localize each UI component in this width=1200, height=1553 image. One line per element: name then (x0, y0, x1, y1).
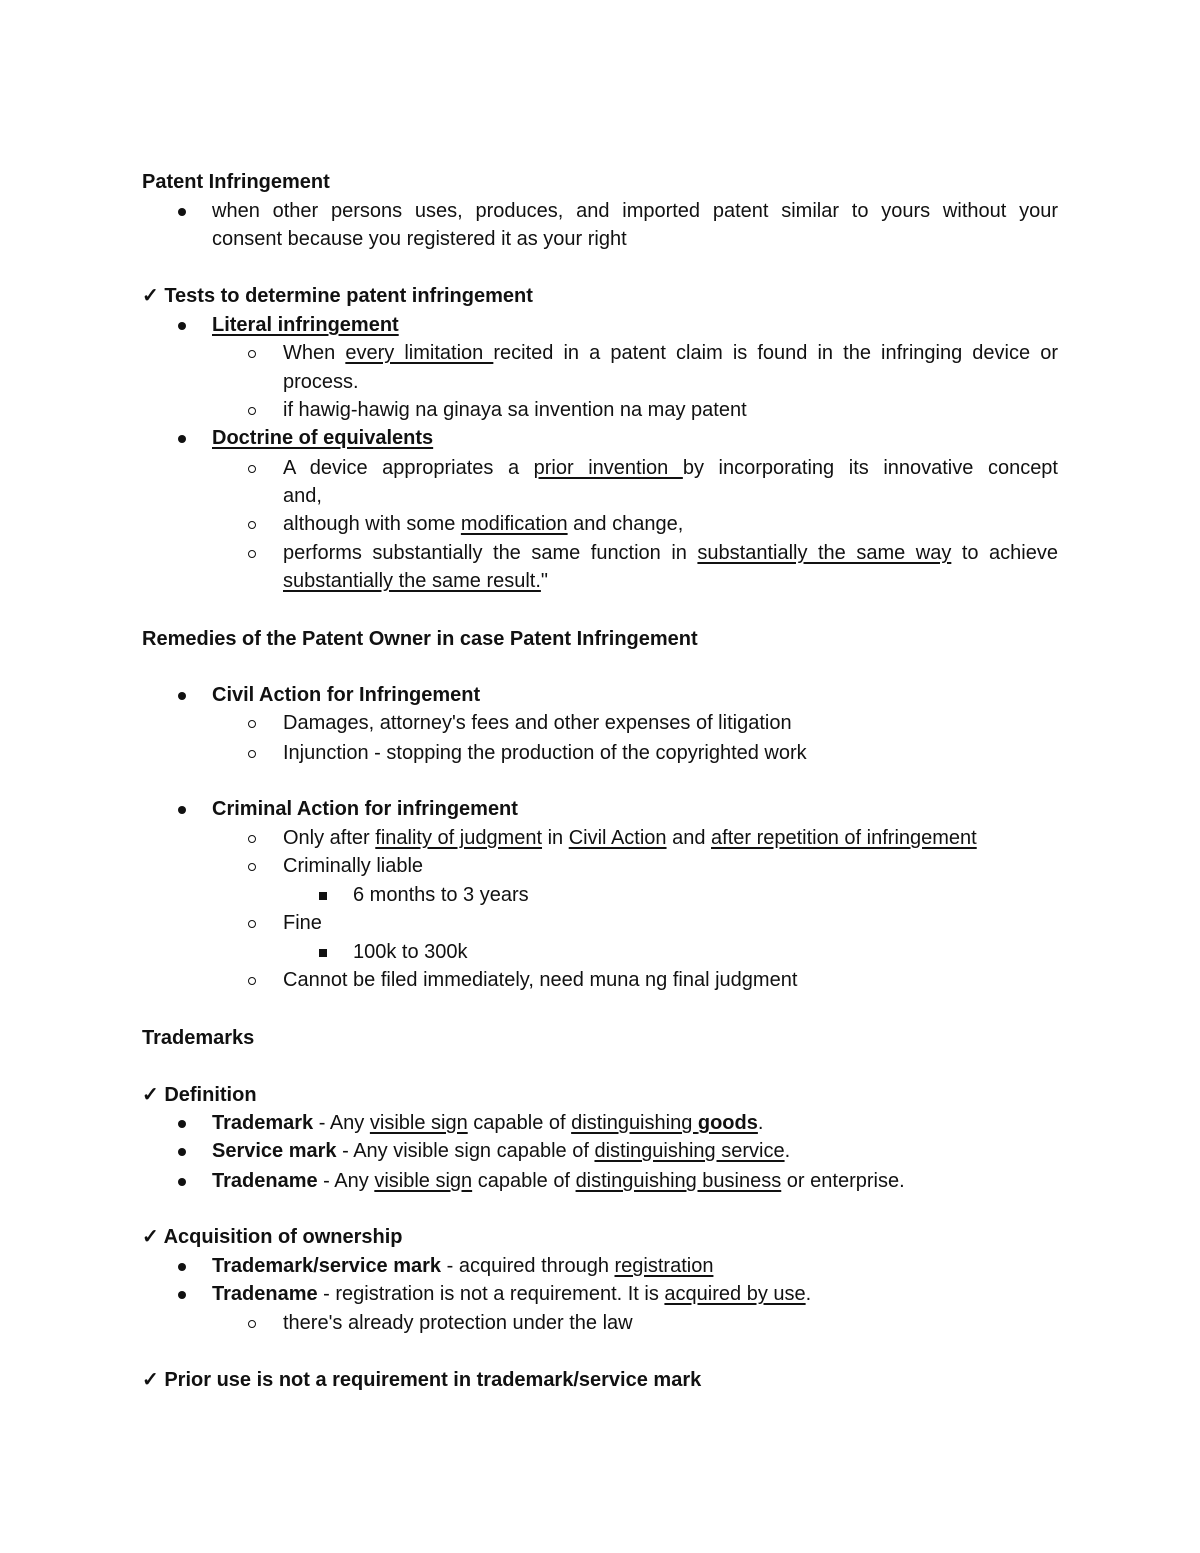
bullet-circle-icon (248, 863, 256, 871)
sub-list-item: Cannot be filed immediately, need muna ng final judgment (142, 966, 1058, 995)
sub-list-item: Injunction - stopping the production of the copyrighted work (142, 739, 1058, 768)
bullet-dot-icon (178, 208, 186, 216)
bullet-dot-icon (178, 435, 186, 443)
patent-infringement-heading: Patent Infringement (142, 171, 330, 193)
bullet-dot-icon (178, 1263, 186, 1271)
bullet-circle-icon (248, 977, 256, 985)
bullet-circle-icon (248, 465, 256, 473)
list-item-continuation: consent because you registered it as your right (212, 228, 627, 250)
list-item: Trademark - Any visible sign capable of distinguishing goods. (142, 1109, 1058, 1138)
sub-list-item-continuation: process. (283, 371, 359, 393)
sub-list-item: although with some modification and change, (142, 510, 1058, 539)
bullet-dot-icon (178, 322, 186, 330)
bullet-circle-icon (248, 750, 256, 758)
bullet-circle-icon (248, 350, 256, 358)
sub-list-item: When every limitation recited in a patent claim is found in the infringing device or (142, 339, 1058, 368)
sub-list-item: performs substantially the same function in substantially the same way to achieve (142, 539, 1058, 568)
bullet-circle-icon (248, 1320, 256, 1328)
checkmark-icon: ✓ (142, 1226, 159, 1248)
sub-list-item-continuation: and, (283, 485, 322, 507)
bullet-circle-icon (248, 920, 256, 928)
checkmark-icon: ✓ (142, 1084, 159, 1106)
sub-list-item: Only after finality of judgment in Civil Action and after repetition of infringement (142, 824, 1058, 853)
sub-list-item: Damages, attorney's fees and other expenses of litigation (142, 709, 1058, 738)
bullet-circle-icon (248, 720, 256, 728)
bullet-dot-icon (178, 1291, 186, 1299)
acquisition-heading: ✓ Acquisition of ownership (142, 1226, 403, 1248)
bullet-circle-icon (248, 521, 256, 529)
list-item-doctrine: Doctrine of equivalents (142, 424, 1058, 453)
prior-use-heading: ✓ Prior use is not a requirement in trademark/service mark (142, 1369, 702, 1391)
sub-sub-list-item: 6 months to 3 years (142, 881, 1058, 910)
list-item: Tradename - registration is not a requirement. It is acquired by use. (142, 1280, 1058, 1309)
bullet-circle-icon (248, 407, 256, 415)
bullet-dot-icon (178, 1120, 186, 1128)
sub-sub-list-item: 100k to 300k (142, 938, 1058, 967)
list-item-criminal: Criminal Action for infringement (142, 795, 1058, 824)
remedies-heading: Remedies of the Patent Owner in case Patent Infringement (142, 628, 698, 650)
bullet-dot-icon (178, 806, 186, 814)
list-item: Trademark/service mark - acquired through registration (142, 1252, 1058, 1281)
bullet-dot-icon (178, 1178, 186, 1186)
trademarks-heading: Trademarks (142, 1027, 255, 1049)
bullet-dot-icon (178, 1148, 186, 1156)
list-item-literal: Literal infringement (142, 311, 1058, 340)
bullet-dot-icon (178, 692, 186, 700)
tests-heading: ✓ Tests to determine patent infringement (142, 285, 533, 307)
sub-list-item: if hawig-hawig na ginaya sa invention na may patent (142, 396, 1058, 425)
list-item: Tradename - Any visible sign capable of distinguishing business or enterprise. (142, 1167, 1058, 1196)
checkmark-icon: ✓ (142, 1369, 159, 1391)
sub-list-item: Fine (142, 909, 1058, 938)
sub-list-item: Criminally liable (142, 852, 1058, 881)
checkmark-icon: ✓ (142, 285, 159, 307)
sub-list-item: A device appropriates a prior invention by incorporating its innovative concept (142, 454, 1058, 483)
list-item: Service mark - Any visible sign capable of distinguishing service. (142, 1137, 1058, 1166)
list-item: when other persons uses, produces, and imported patent similar to yours without your (142, 197, 1058, 226)
sub-list-item-continuation: substantially the same result." (283, 570, 549, 592)
list-item-civil: Civil Action for Infringement (142, 681, 1058, 710)
bullet-circle-icon (248, 835, 256, 843)
bullet-square-icon (319, 892, 327, 900)
bullet-circle-icon (248, 550, 256, 558)
definition-heading: ✓ Definition (142, 1084, 257, 1106)
bullet-square-icon (319, 949, 327, 957)
sub-list-item: there's already protection under the law (142, 1309, 1058, 1338)
